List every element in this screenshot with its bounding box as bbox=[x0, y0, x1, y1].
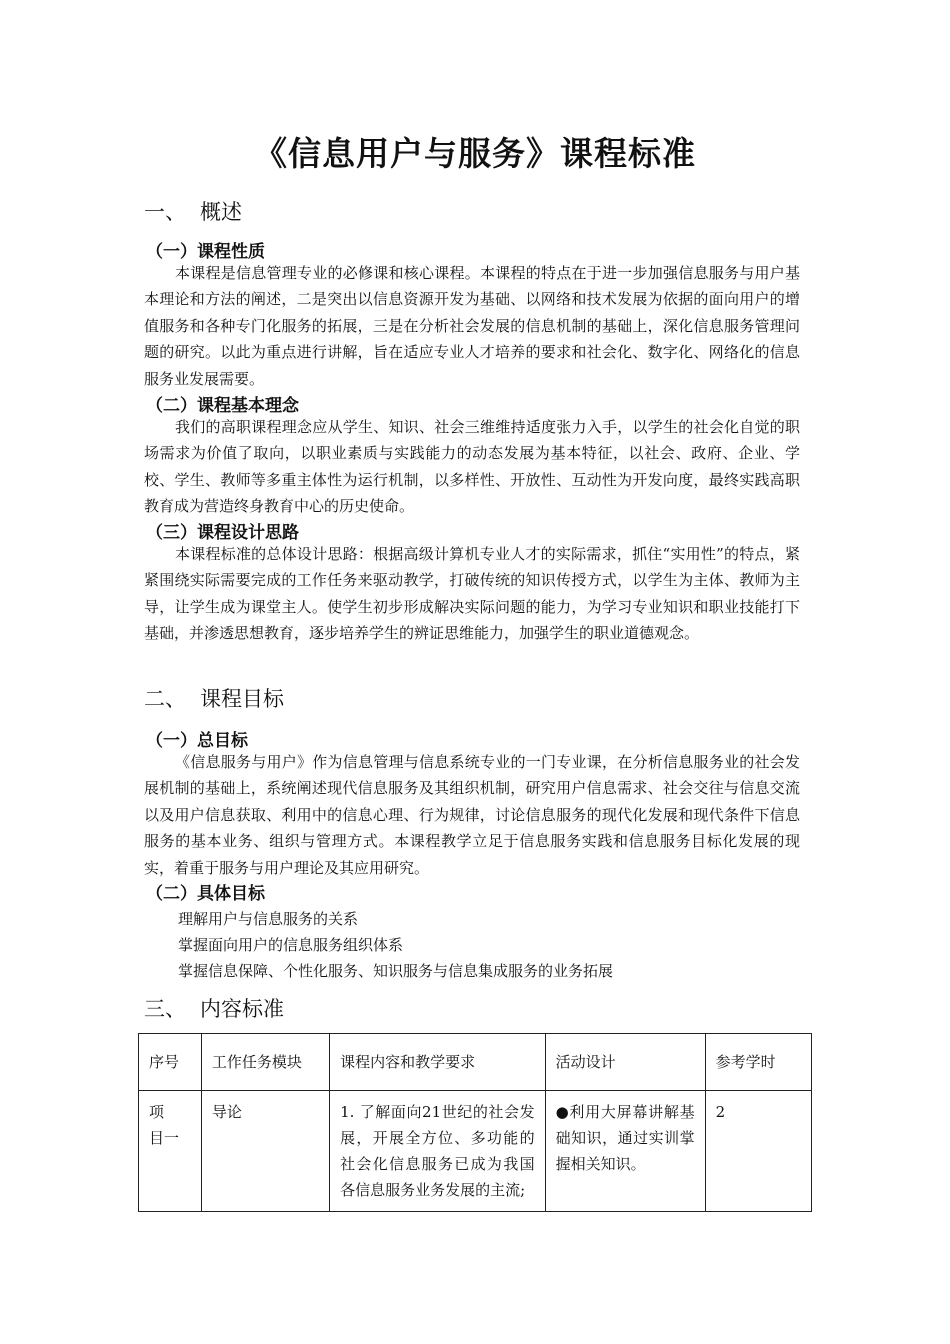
subheading-overall-goal: （一）总目标 bbox=[146, 731, 248, 751]
column-header: 工作任务模块 bbox=[201, 1034, 329, 1091]
subheading-specific-goals: （二）具体目标 bbox=[146, 884, 265, 904]
section-heading-goals bbox=[144, 683, 284, 713]
subheading-course-concept: （二）课程基本理念 bbox=[146, 396, 299, 416]
section-heading-overview bbox=[144, 196, 242, 226]
cell-seq: 项 目一 bbox=[139, 1091, 202, 1212]
section-number: 一、 bbox=[144, 200, 186, 224]
section-number: 二、 bbox=[144, 687, 186, 711]
section-label: 课程目标 bbox=[200, 687, 284, 711]
section-number: 三、 bbox=[144, 997, 186, 1021]
cell-module: 导论 bbox=[201, 1091, 329, 1212]
paragraph-course-nature: 本课程是信息管理专业的必修课和核心课程。本课程的特点在于进一步加强信息服务与用户基本理论和方法的阐述，二是突出以信息资源开发为基础、以网络和技术发展为依据的面向用户的增值服务和各种专门化服务的拓展，三是在分析社会发展的信息机制的基础上，深化信息服务管理问题的研究。以此为重点进行讲解，旨在适应专业人才培养的要求和社会化、数字化、网络化的信息服务业发展需要。 bbox=[144, 264, 800, 388]
cell-content: 1. 了解面向21世纪的社会发展，开展全方位、多功能的社会化信息服务已成为我国各信息服务业务发展的主流; bbox=[330, 1091, 546, 1212]
table-row bbox=[139, 1091, 812, 1212]
table-header-row bbox=[139, 1034, 812, 1091]
subheading-course-design: （三）课程设计思路 bbox=[146, 523, 299, 543]
section-heading-content bbox=[144, 993, 284, 1023]
paragraph-overall-goal: 《信息服务与用户》作为信息管理与信息系统专业的一门专业课，在分析信息服务业的社会发展机制的基础上，系统阐述现代信息服务及其组织机制，研究用户信息需求、社会交往与信息交流以及用户信息获取、利用中的信息心理、行为规律，讨论信息服务的现代化发展和现代条件下信息服务的基本业务、组织与管理方式。本课程教学立足于信息服务实践和信息服务目标化发展的现实，着重于服务与用户理论及其应用研究。 bbox=[144, 753, 800, 877]
column-header: 活动设计 bbox=[545, 1034, 705, 1091]
content-standard-table bbox=[138, 1033, 812, 1212]
paragraph-course-concept: 我们的高职课程理念应从学生、知识、社会三维维持适度张力入手，以学生的社会化自觉的职场需求为价值了取向，以职业素质与实践能力的动态发展为基本特征，以社会、政府、企业、学校、学生、教师等多重主体性为运行机制，以多样性、开放性、互动性为开发向度，最终实践高职教育成为营造终身教育中心的历史使命。 bbox=[144, 418, 800, 516]
cell-hours: 2 bbox=[705, 1091, 811, 1212]
cell-activity: ●利用大屏幕讲解基础知识，通过实训掌握相关知识。 bbox=[545, 1091, 705, 1212]
column-header: 参考学时 bbox=[705, 1034, 811, 1091]
specific-goal-item: 理解用户与信息服务的关系 bbox=[178, 910, 359, 928]
document-title: 《信息用户与服务》课程标准 bbox=[254, 134, 696, 173]
section-label: 内容标准 bbox=[200, 997, 284, 1021]
specific-goal-item: 掌握信息保障、个性化服务、知识服务与信息集成服务的业务拓展 bbox=[178, 962, 614, 980]
section-label: 概述 bbox=[200, 200, 242, 224]
column-header: 课程内容和教学要求 bbox=[330, 1034, 546, 1091]
paragraph-course-design: 本课程标准的总体设计思路：根据高级计算机专业人才的实际需求，抓住“实用性”的特点，紧紧围绕实际需要完成的工作任务来驱动教学，打破传统的知识传授方式，以学生为主体、教师为主导，让学生成为课堂主人。使学生初步形成解决实际问题的能力，为学习专业知识和职业技能打下基础，并渗透思想教育，逐步培养学生的辨证思维能力，加强学生的职业道德观念。 bbox=[144, 545, 800, 643]
specific-goal-item: 掌握面向用户的信息服务组织体系 bbox=[178, 936, 404, 954]
column-header: 序号 bbox=[139, 1034, 202, 1091]
subheading-course-nature: （一）课程性质 bbox=[146, 242, 265, 262]
